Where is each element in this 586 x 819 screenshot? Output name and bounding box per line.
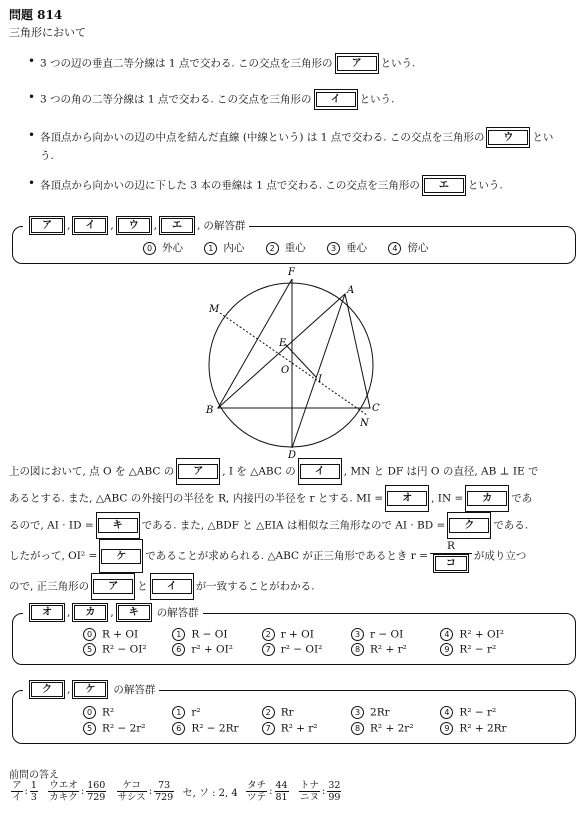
bullet-dot: •	[28, 90, 36, 104]
answer-box[interactable]: ウ	[488, 130, 528, 145]
answer-box[interactable]: イ	[316, 92, 356, 107]
label-c: C	[372, 403, 380, 414]
answer-group-1	[12, 219, 576, 264]
bullet-dot: •	[28, 176, 36, 190]
answer-box[interactable]: ケ	[101, 549, 141, 564]
choices-row-1: 0 R² 1 r² 2 Rr 3 2Rr 4 R² − r²	[83, 706, 496, 719]
choices-row-2: 5 R² − OI² 6 r² + OI² 7 r² − OI² 8 R² + r² 9 R² − r²	[83, 643, 496, 656]
problem-title: 問題 814	[9, 8, 63, 22]
previous-answers-row: $\frac{\text{ア}}{\text{イ}}$ : $\frac{1}{3}$ $\frac{\text{ウエオ}}{\text{カキク}}$ : $\frac{160}{729}$ $\frac{\text{ケコ}}{\text{サシス}}$ : $\frac{73}{729}$ セ, ソ : 2, 4 $\frac{\text{タチ}}{\text{ツテ}}$ : $\frac{44}{81}$ $\frac{\text{トナ}}{\text{ニヌ}}$ : $\frac{32}{99}$	[12, 780, 341, 803]
choices-row-2: 5 R² − 2r² 6 R² − 2Rr 7 R² + r² 8 R² + 2r² 9 R² + 2Rr	[83, 722, 507, 735]
bullet-incenter: • 3 つの角の二等分線は 1 点で交わる. この交点を三角形の イ という.	[24, 89, 564, 110]
answer-box[interactable]: オ	[387, 491, 427, 506]
bullet-centroid: • 各頂点から向かいの辺の中点を結んだ直線 (中線という) は 1 点で交わる. この交点を三角形の ウ という.	[28, 128, 554, 162]
previous-answers-title: 前問の答え	[9, 770, 59, 781]
bullet-circumcenter: • 3 つの辺の垂直二等分線は 1 点で交わる. この交点を三角形の ア という.	[24, 53, 564, 74]
answer-box[interactable]: ア	[93, 579, 133, 594]
bullet-orthocenter: • 各頂点から向かいの辺に下した 3 本の垂線は 1 点で交わる. この交点を三角形の エ という.	[24, 175, 564, 196]
bullet-dot: •	[28, 128, 36, 142]
label-i: I	[318, 374, 322, 385]
answer-group-2	[12, 606, 576, 665]
answer-group-3-header: ク , ケ の解答群	[23, 680, 159, 699]
label-o: O	[281, 365, 290, 376]
triangle-abc	[218, 294, 370, 408]
geometry-figure	[195, 265, 395, 461]
bullet-dot: •	[28, 54, 36, 68]
choices-row: 0 外心 1 内心 2 重心 3 垂心 4 傍心	[143, 240, 428, 255]
problem-paragraph: 上の図において, 点 O を △ABC の ア , I を △ABC の イ , MN と DF は円 O の直径, AB ⊥ IE で あるとする. また, △ABC の外接円の半径を R, 内接円の半径を r とする. MI = オ , IN = カ であ るので, AI · ID = キ である. また, △BDF と △EIA は相似な三角形なので AI · BD = ク である. したがって, OI² = ケ であることが求められる. △ABC が正三角形であるとき r = $\frac{R}{\text{コ}}$ が成り立つ ので, 正三角形の ア と イ が一致することがわかる.	[9, 458, 579, 600]
answer-box[interactable]: エ	[424, 178, 464, 193]
answer-box[interactable]: カ	[467, 491, 507, 506]
answer-group-3	[12, 683, 576, 744]
answer-box[interactable]: キ	[98, 518, 138, 533]
answer-box[interactable]: ア	[337, 56, 377, 71]
label-a: A	[347, 285, 355, 296]
problem-subtitle: 三角形において	[9, 26, 86, 39]
label-n: N	[360, 418, 369, 429]
label-e: E	[279, 338, 287, 349]
answer-box[interactable]: ク	[449, 518, 489, 533]
label-m: M	[209, 304, 220, 315]
answer-box[interactable]: コ	[435, 556, 467, 571]
segment-ie	[285, 344, 316, 377]
answer-group-1-header: ア , イ , ウ , エ , の解答群	[23, 216, 249, 235]
diameter-mn	[220, 313, 367, 415]
answer-box[interactable]: イ	[300, 464, 340, 479]
answer-box[interactable]: ア	[178, 464, 218, 479]
label-d: D	[288, 450, 297, 461]
segment-ad	[292, 294, 345, 448]
answer-box[interactable]: イ	[152, 579, 192, 594]
label-f: F	[288, 267, 295, 278]
choices-row-1: 0 R + OI 1 R − OI 2 r + OI 3 r − OI 4 R² + OI²	[83, 628, 504, 641]
label-b: B	[206, 405, 214, 416]
answer-group-2-header: オ , カ , キ の解答群	[23, 603, 203, 622]
